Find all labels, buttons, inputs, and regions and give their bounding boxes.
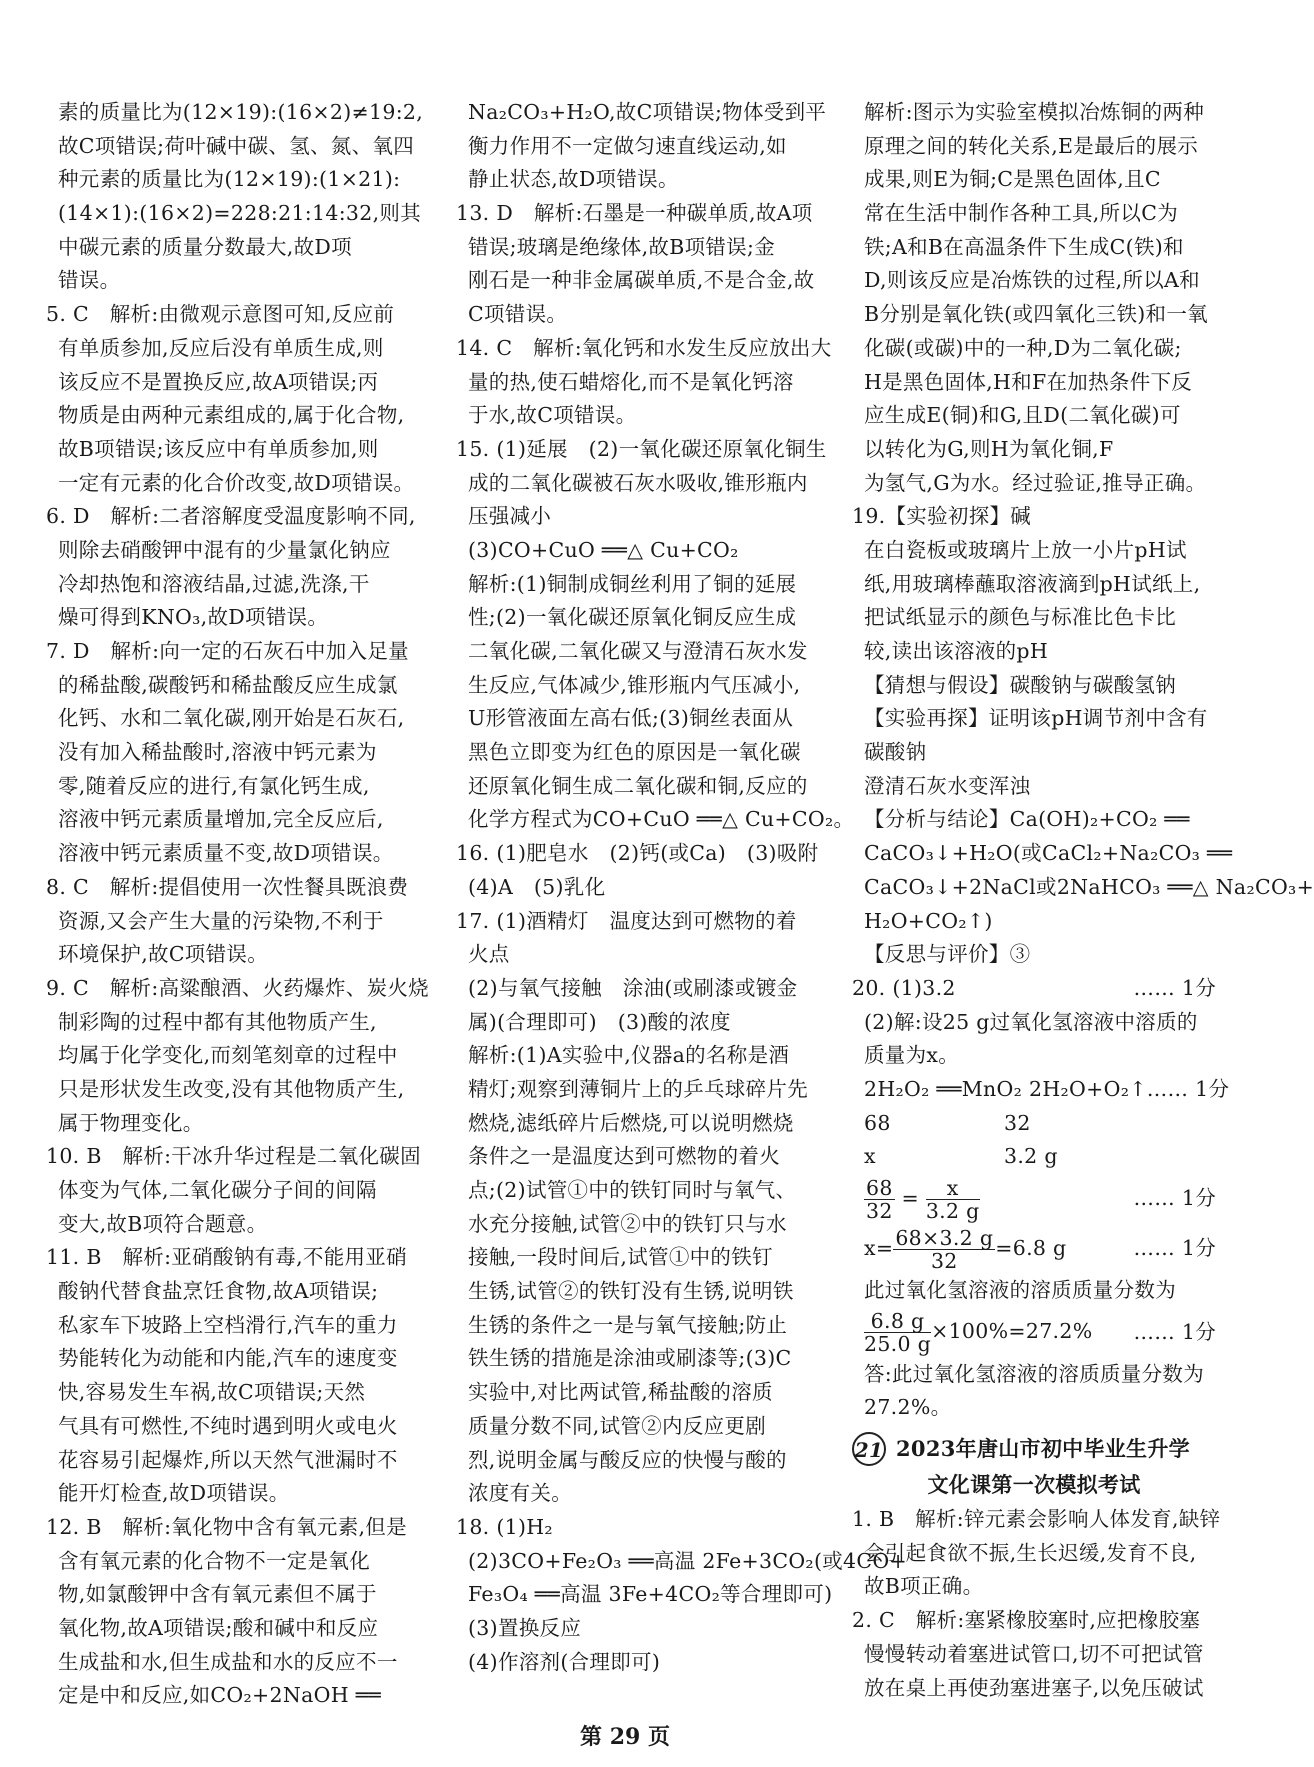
question-start-line: 12. B 解析:氧化物中含有氧元素,但是 <box>46 1514 407 1539</box>
text-line: Na₂CO₃+H₂O,故C项错误;物体受到平 <box>468 100 827 124</box>
numerator: x <box>926 1177 980 1200</box>
text-line: 答:此过氧化氢溶液的溶质质量分数为 <box>864 1361 1205 1386</box>
text-line: 快,容易发生车祸,故C项错误;天然 <box>58 1380 366 1405</box>
text-line: 制彩陶的过程中都有其他物质产生, <box>58 1009 377 1034</box>
text-line: 二氧化碳,二氧化碳又与澄清石灰水发 <box>468 639 808 663</box>
calc-result: =6.8 g <box>995 1235 1067 1260</box>
question-start-line: 7. D 解析:向一定的石灰石中加入足量 <box>46 639 409 663</box>
text-line: 在白瓷板或玻璃片上放一小片pH试 <box>864 537 1187 562</box>
text-line: 物质是由两种元素组成的,属于化合物, <box>58 403 405 428</box>
text-line: 烈,说明金属与酸反应的快慢与酸的 <box>468 1447 787 1472</box>
text-line: 把试纸显示的颜色与标准比色卡比 <box>864 605 1176 630</box>
text-line: H是黑色固体,H和F在加热条件下反 <box>864 369 1193 394</box>
text-line: 零,随着反应的进行,有氯化钙生成, <box>58 773 370 798</box>
text-line: 错误。 <box>58 268 121 293</box>
text-line: (14×1):(16×2)=228:21:14:32,则其 <box>58 201 422 226</box>
q20-ratio <box>852 1174 1216 1224</box>
text-line: 能开灯检查,故D项错误。 <box>58 1481 290 1506</box>
text-line: 水充分接触,试管②中的铁钉只与水 <box>468 1211 787 1236</box>
text-line: 刚石是一种非金属碳单质,不是合金,故 <box>468 268 815 293</box>
text-line: 属)(合理即可) (3)酸的浓度 <box>468 1009 731 1034</box>
unknown-value: x <box>864 1144 876 1169</box>
question-start-line: 8. C 解析:提倡使用一次性餐具既浪费 <box>46 874 409 899</box>
text-line: 黑色立即变为红色的原因是一氧化碳 <box>468 740 801 765</box>
text-line: 澄清石灰水变浑浊 <box>864 773 1031 798</box>
text-line: 碳酸钠 <box>864 740 927 765</box>
question-start-line: 13. D 解析:石墨是一种碳单质,故A项 <box>456 201 813 226</box>
equals-sign: = <box>901 1185 919 1210</box>
section-number-badge: 21 <box>852 1432 886 1466</box>
text-line: C项错误。 <box>468 302 568 327</box>
text-line: 只是形状发生改变,没有其他物质产生, <box>58 1076 405 1101</box>
text-line: D,则该反应是冶炼铁的过程,所以A和 <box>864 268 1200 293</box>
text-line: 化碳(或碳)中的一种,D为二氧化碳; <box>864 335 1182 360</box>
text-line: 生成盐和水,但生成盐和水的反应不一 <box>58 1649 398 1674</box>
text-line: 浓度有关。 <box>468 1481 572 1506</box>
question-start-line: 5. C 解析:由微观示意图可知,反应前 <box>46 302 395 327</box>
text-line: 慢慢转动着塞进试管口,切不可把试管 <box>864 1641 1204 1666</box>
q20-line1 <box>852 972 1216 1006</box>
text-line: 生反应,气体减少,锥形瓶内气压减小, <box>468 672 801 697</box>
text-line: (3)置换反应 <box>468 1615 582 1640</box>
text-line: 体变为气体,二氧化碳分子间的间隔 <box>58 1178 377 1202</box>
text-line: CaCO₃↓+H₂O(或CaCl₂+Na₂CO₃ ══ <box>864 841 1233 866</box>
text-line: 常在生活中制作各种工具,所以C为 <box>864 201 1179 226</box>
text-line: 成果,则E为铜;C是黑色固体,且C <box>864 167 1161 192</box>
text-line: 含有氧元素的化合物不一定是氧化 <box>58 1548 370 1573</box>
question-start-line: 14. C 解析:氧化钙和水发生反应放出大 <box>456 335 832 360</box>
text-line: Fe₃O₄ ══高温 3Fe+4CO₂等合理即可) <box>468 1582 833 1607</box>
text-line: 化钙、水和二氧化碳,刚开始是石灰石, <box>58 706 405 731</box>
score-mark: …… 1分 <box>1133 1186 1216 1211</box>
question-start-line: 1. B 解析:锌元素会影响人体发育,缺锌 <box>852 1507 1221 1532</box>
text-line: 该反应不是置换反应,故A项错误;丙 <box>58 369 379 394</box>
text-line: 错误;玻璃是绝缘体,故B项错误;金 <box>468 234 775 259</box>
percent-result: ×100%=27.2% <box>931 1319 1093 1344</box>
q20-molar-masses <box>852 1107 1216 1141</box>
column-right <box>852 96 1314 1705</box>
text-line: 花容易引起爆炸,所以天然气泄漏时不 <box>58 1447 398 1472</box>
text-line: (4)A (5)乳化 <box>468 874 606 899</box>
question-start-line: 11. B 解析:亚硝酸钠有毒,不能用亚硝 <box>46 1245 407 1270</box>
text-line: 会引起食欲不振,生长迟缓,发育不良, <box>864 1540 1197 1565</box>
section-title: 2023年唐山市初中毕业生升学 <box>896 1436 1190 1462</box>
text-line: 27.2%。 <box>864 1395 952 1420</box>
text-line: U形管液面左高右低;(3)铜丝表面从 <box>468 706 794 731</box>
text-line: 【猜想与假设】碳酸钠与碳酸氢钠 <box>864 672 1176 697</box>
question-start-line: 16. (1)肥皂水 (2)钙(或Ca) (3)吸附 <box>456 841 819 866</box>
question-start-line: 6. D 解析:二者溶解度受温度影响不同, <box>46 504 416 529</box>
section-title-row <box>852 1431 1216 1467</box>
text-line: 实验中,对比两试管,稀盐酸的溶质 <box>468 1380 773 1405</box>
q20-unknowns <box>852 1140 1216 1174</box>
given-value: 3.2 g <box>1004 1144 1058 1169</box>
numerator: 68 <box>866 1175 893 1200</box>
text-line: 放在桌上再使劲塞进塞子,以免压破试 <box>864 1675 1204 1700</box>
q20-percentage <box>852 1308 1216 1358</box>
q20-part1: 20. (1)3.2 <box>852 975 956 1000</box>
text-line: 溶液中钙元素质量不变,故D项错误。 <box>58 841 394 866</box>
text-line: 衡力作用不一定做匀速直线运动,如 <box>468 133 787 158</box>
text-line: 变大,故B项符合题意。 <box>58 1211 268 1236</box>
question-start-line: 15. (1)延展 (2)一氧化碳还原氧化铜生 <box>456 436 827 461</box>
denominator: 3.2 g <box>925 1198 980 1223</box>
text-line: 原理之间的转化关系,E是最后的展示 <box>864 133 1199 158</box>
text-line: 私家车下坡路上空档滑行,汽车的重力 <box>58 1312 398 1337</box>
text-line: 物,如氯酸钾中含有氧元素但不属于 <box>58 1582 377 1607</box>
mass-value: 68 <box>864 1110 891 1135</box>
text-line: B分别是氧化铁(或四氧化三铁)和一氧 <box>864 302 1208 327</box>
calc-prefix: x= <box>864 1235 894 1260</box>
question-start-line: 19.【实验初探】碱 <box>852 504 1032 529</box>
fraction <box>864 1177 895 1222</box>
text-line: 于水,故C项错误。 <box>468 403 637 428</box>
section-subtitle: 文化课第一次模拟考试 <box>927 1472 1141 1498</box>
text-line: 此过氧化氢溶液的溶质质量分数为 <box>864 1278 1176 1302</box>
score-mark: …… 1分 <box>1133 975 1216 1000</box>
text-line: (4)作溶剂(合理即可) <box>468 1649 661 1674</box>
text-line: 环境保护,故C项错误。 <box>58 942 269 967</box>
text-line: 解析:(1)铜制成铜丝利用了铜的延展 <box>468 571 797 596</box>
text-line: CaCO₃↓+2NaCl或2NaHCO₃ ══△ Na₂CO₃+ <box>864 874 1314 899</box>
text-line: 资源,又会产生大量的污染物,不利于 <box>58 908 384 933</box>
text-line: 则除去硝酸钾中混有的少量氯化钠应 <box>58 537 391 562</box>
score-mark: …… 1分 <box>1146 1076 1230 1101</box>
text-line: 溶液中钙元素质量增加,完全反应后, <box>58 807 384 832</box>
question-start-line: 9. C 解析:高粱酿酒、火药爆炸、炭火烧 <box>46 975 429 1000</box>
question-start-line: 17. (1)酒精灯 温度达到可燃物的着 <box>456 908 797 933</box>
fraction <box>864 1310 931 1355</box>
text-line: 的稀盐酸,碳酸钙和稀盐酸反应生成氯 <box>58 672 398 697</box>
text-line: (3)CO+CuO ══△ Cu+CO₂ <box>468 537 739 562</box>
fraction <box>893 1227 995 1272</box>
numerator: 68×3.2 g <box>895 1225 994 1250</box>
text-line: 【分析与结论】Ca(OH)₂+CO₂ ══ <box>864 807 1190 832</box>
denominator: 32 <box>866 1198 893 1223</box>
text-line: 没有加入稀盐酸时,溶液中钙元素为 <box>58 740 377 765</box>
numerator: 6.8 g <box>864 1310 931 1333</box>
text-line: 还原氧化铜生成二氧化碳和铜,反应的 <box>468 773 808 798</box>
text-line: 精灯;观察到薄铜片上的乒乓球碎片先 <box>468 1076 809 1101</box>
text-line: 火点 <box>468 942 510 967</box>
question-start-line: 10. B 解析:干冰升华过程是二氧化碳固 <box>46 1144 421 1169</box>
text-line: 燥可得到KNO₃,故D项错误。 <box>58 605 329 630</box>
text-line: 生锈,试管②的铁钉没有生锈,说明铁 <box>468 1279 794 1304</box>
text-line: 氧化物,故A项错误;酸和碱中和反应 <box>58 1615 379 1640</box>
text-line: 解析:图示为实验室模拟冶炼铜的两种 <box>864 100 1205 124</box>
text-line: 冷却热饱和溶液结晶,过滤,洗涤,干 <box>58 571 370 596</box>
text-line: 故B项正确。 <box>864 1574 984 1599</box>
text-line: 量的热,使石蜡熔化,而不是氧化钙溶 <box>468 369 794 394</box>
chemical-equation: 2H₂O₂ ══MnO₂ 2H₂O+O₂↑ <box>864 1076 1147 1101</box>
text-line: 故C项错误;荷叶碱中碳、氢、氮、氧四 <box>58 133 414 158</box>
section-21-header <box>852 1431 1216 1503</box>
text-line: 成的二氧化碳被石灰水吸收,锥形瓶内 <box>468 470 808 495</box>
text-line: 点;(2)试管①中的铁钉同时与氧气、 <box>468 1178 797 1202</box>
text-line: 接触,一段时间后,试管①中的铁钉 <box>468 1245 773 1270</box>
column-left <box>46 96 429 1713</box>
fraction <box>926 1177 980 1222</box>
text-line: 有单质参加,反应后没有单质生成,则 <box>58 335 384 360</box>
text-line: 素的质量比为(12×19):(16×2)≠19:2, <box>58 100 424 124</box>
text-line: 【实验再探】证明该pH调节剂中含有 <box>864 706 1208 731</box>
denominator: 25.0 g <box>864 1332 932 1357</box>
text-line: 以转化为G,则H为氧化铜,F <box>864 436 1114 461</box>
text-line: 属于物理变化。 <box>58 1110 204 1135</box>
text-line: (2)与氧气接触 涂油(或刷漆或镀金 <box>468 975 798 1000</box>
text-line: 应生成E(铜)和G,且D(二氧化碳)可 <box>864 403 1181 428</box>
text-line: 气具有可燃性,不纯时遇到明火或电火 <box>58 1413 398 1438</box>
denominator: 32 <box>930 1248 958 1273</box>
text-line: 解析:(1)A实验中,仪器a的名称是酒 <box>468 1043 790 1068</box>
text-line: 纸,用玻璃棒蘸取溶液滴到pH试纸上, <box>864 571 1201 596</box>
q20-equation <box>852 1073 1230 1107</box>
text-line: 种元素的质量比为(12×19):(1×21): <box>58 167 401 192</box>
text-line: 一定有元素的化合价改变,故D项错误。 <box>58 470 415 495</box>
text-line: 故B项错误;该反应中有单质参加,则 <box>58 436 379 461</box>
question-20 <box>852 972 1230 1425</box>
text-line: 中碳元素的质量分数最大,故D项 <box>58 234 352 259</box>
text-line: H₂O+CO₂↑) <box>864 908 993 933</box>
page-number: 第 29 页 <box>580 1724 670 1750</box>
text-line: 生锈的条件之一是与氧气接触;防止 <box>468 1312 788 1337</box>
text-line: 铁;A和B在高温条件下生成C(铁)和 <box>864 234 1184 259</box>
text-line: (2)3CO+Fe₂O₃ ══高温 2Fe+3CO₂(或4CO+ <box>468 1548 907 1573</box>
q20-calc <box>852 1224 1216 1274</box>
question-start-line: 18. (1)H₂ <box>456 1514 553 1539</box>
question-start-line: 2. C 解析:塞紧橡胶塞时,应把橡胶塞 <box>852 1608 1201 1633</box>
mass-value: 32 <box>1004 1110 1031 1135</box>
text-line: 性;(2)一氧化碳还原氧化铜反应生成 <box>468 605 797 630</box>
text-line: 较,读出该溶液的pH <box>864 639 1049 663</box>
text-line: 质量为x。 <box>864 1043 960 1068</box>
text-line: 均属于化学变化,而刻笔刻章的过程中 <box>58 1043 398 1068</box>
text-line: 铁生锈的措施是涂油或刷漆等;(3)C <box>468 1346 792 1371</box>
text-line: 【反思与评价】③ <box>864 942 1031 967</box>
text-line: 定是中和反应,如CO₂+2NaOH ══ <box>58 1683 381 1708</box>
text-line: 质量分数不同,试管②内反应更剧 <box>468 1413 767 1438</box>
text-line: 势能转化为动能和内能,汽车的速度变 <box>58 1346 398 1371</box>
text-line: 静止状态,故D项错误。 <box>468 167 679 192</box>
text-line: (2)解:设25 g过氧化氢溶液中溶质的 <box>864 1009 1198 1034</box>
text-line: 为氢气,G为水。经过验证,推导正确。 <box>864 470 1207 495</box>
text-line: 压强减小 <box>468 504 552 529</box>
text-line: 化学方程式为CO+CuO ══△ Cu+CO₂。 <box>468 807 855 832</box>
text-line: 燃烧,滤纸碎片后燃烧,可以说明燃烧 <box>468 1110 794 1135</box>
score-mark: …… 1分 <box>1133 1236 1216 1261</box>
text-line: 条件之一是温度达到可燃物的着火 <box>468 1144 780 1169</box>
score-mark: …… 1分 <box>1133 1319 1216 1344</box>
text-line: 酸钠代替食盐烹饪食物,故A项错误; <box>58 1279 379 1304</box>
